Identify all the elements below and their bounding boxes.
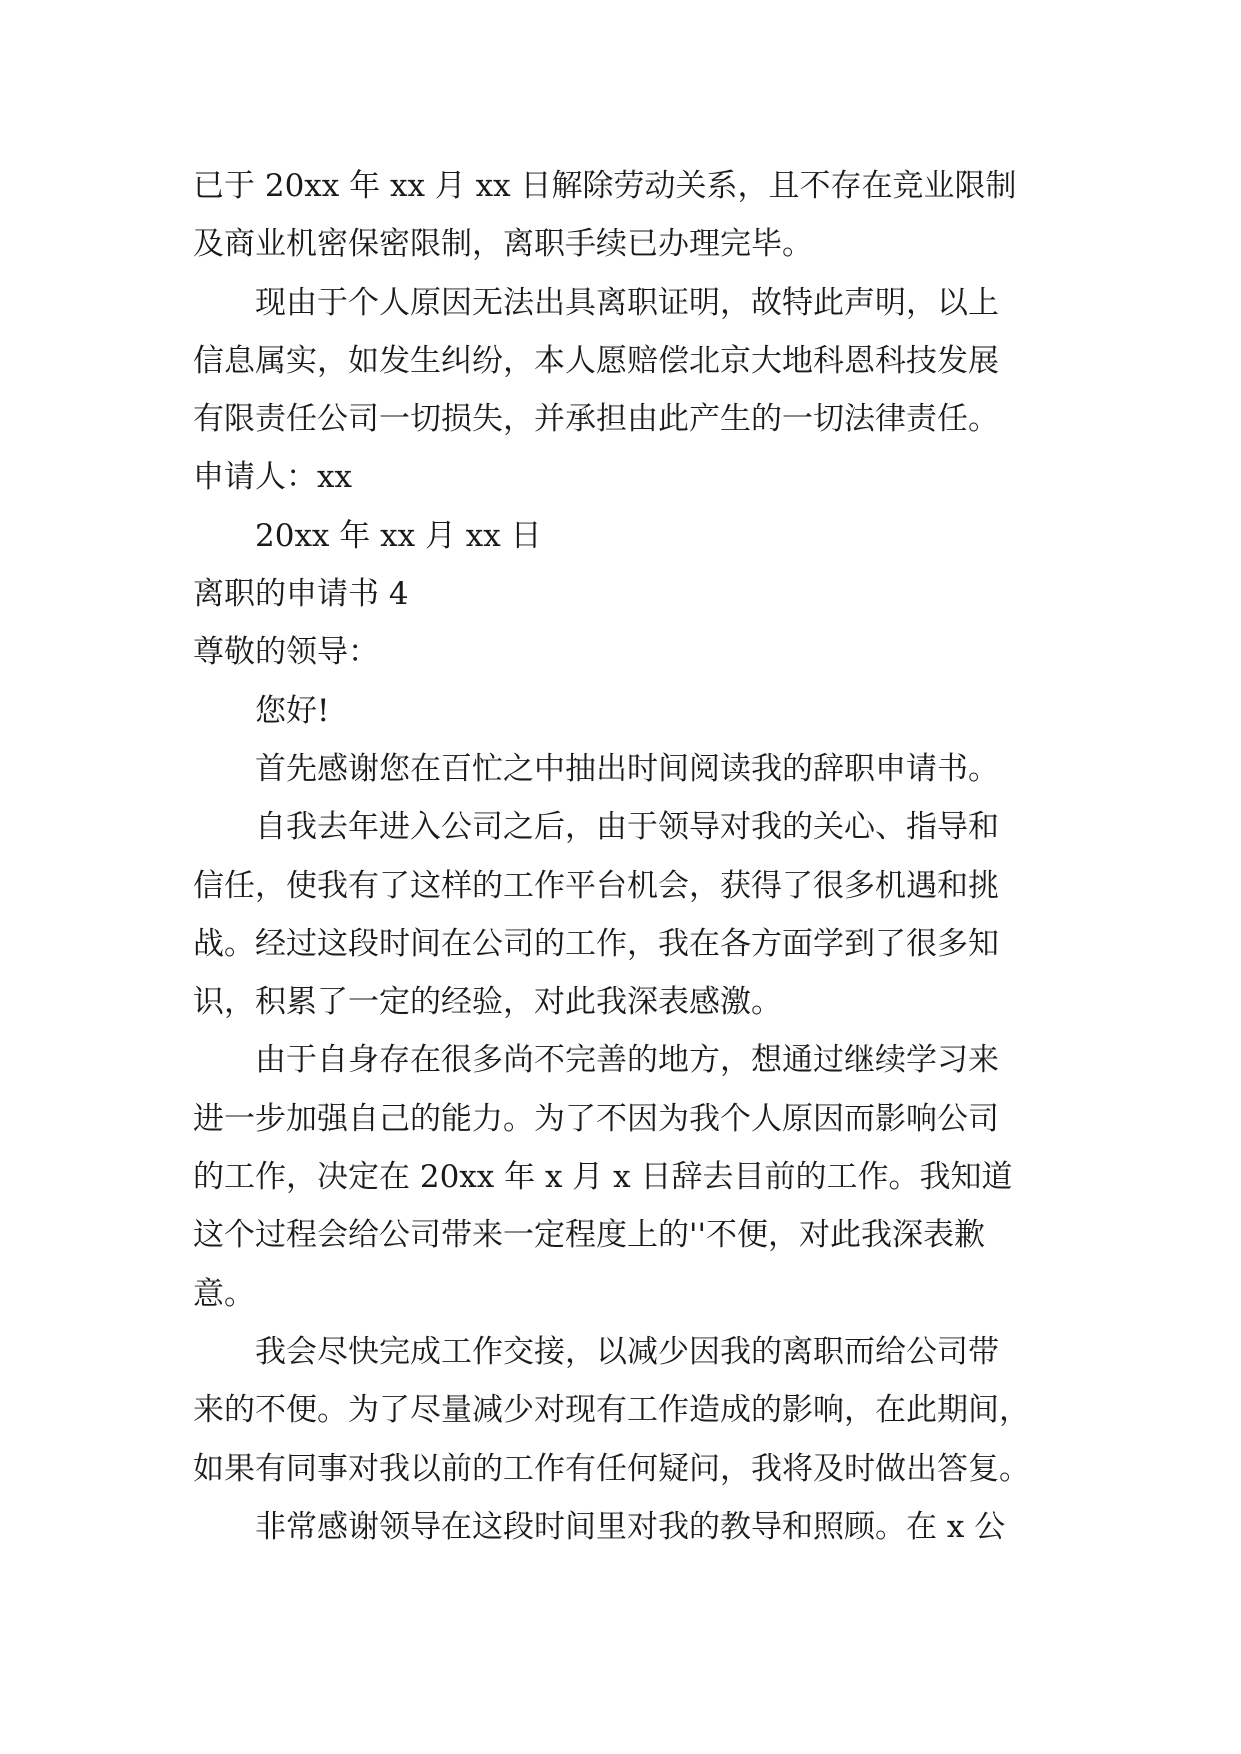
text-line: 有限责任公司一切损失，并承担由此产生的一切法律责任。	[193, 401, 999, 438]
applicant-line: 申请人：xx	[193, 459, 352, 496]
paragraph-start-line: 首先感谢您在百忙之中抽出时间阅读我的辞职申请书。	[255, 750, 999, 787]
text-line: 如果有同事对我以前的工作有任何疑问，我将及时做出答复。	[193, 1450, 1030, 1487]
text-line: 的工作，决定在 20xx 年 x 月 x 日辞去目前的工作。我知道	[193, 1159, 1013, 1196]
text-line: 战。经过这段时间在公司的工作，我在各方面学到了很多知	[193, 925, 999, 962]
text-line: 识，积累了一定的经验，对此我深表感激。	[193, 984, 782, 1021]
section-title: 离职的申请书 4	[193, 576, 409, 613]
document-body	[193, 157, 1053, 1556]
text-line: 来的不便。为了尽量减少对现有工作造成的影响，在此期间，	[193, 1392, 1030, 1429]
text-line: 已于 20xx 年 xx 月 xx 日解除劳动关系，且不存在竞业限制	[193, 168, 1017, 204]
text-line: 进一步加强自己的能力。为了不因为我个人原因而影响公司	[193, 1100, 999, 1137]
text-line: 这个过程会给公司带来一定程度上的''不便，对此我深表歉	[193, 1217, 986, 1254]
greeting: 您好!	[255, 692, 330, 729]
paragraph-start-line: 自我去年进入公司之后，由于领导对我的关心、指导和	[255, 809, 999, 846]
paragraph-start-line: 现由于个人原因无法出具离职证明，故特此声明，以上	[255, 284, 999, 321]
text-line: 及商业机密保密限制，离职手续已办理完毕。	[193, 226, 813, 263]
text-line: 信任，使我有了这样的工作平台机会，获得了很多机遇和挑	[193, 867, 999, 904]
date-line: 20xx 年 xx 月 xx 日	[255, 517, 542, 554]
paragraph-start-line: 非常感谢领导在这段时间里对我的教导和照顾。在 x 公	[255, 1508, 1006, 1545]
salutation: 尊敬的领导：	[193, 634, 379, 671]
paragraph-start-line: 我会尽快完成工作交接，以减少因我的离职而给公司带	[255, 1333, 999, 1370]
paragraph-start-line: 由于自身存在很多尚不完善的地方，想通过继续学习来	[255, 1042, 999, 1079]
text-line: 信息属实，如发生纠纷，本人愿赔偿北京大地科恩科技发展	[193, 342, 999, 379]
text-line: 意。	[193, 1275, 255, 1312]
